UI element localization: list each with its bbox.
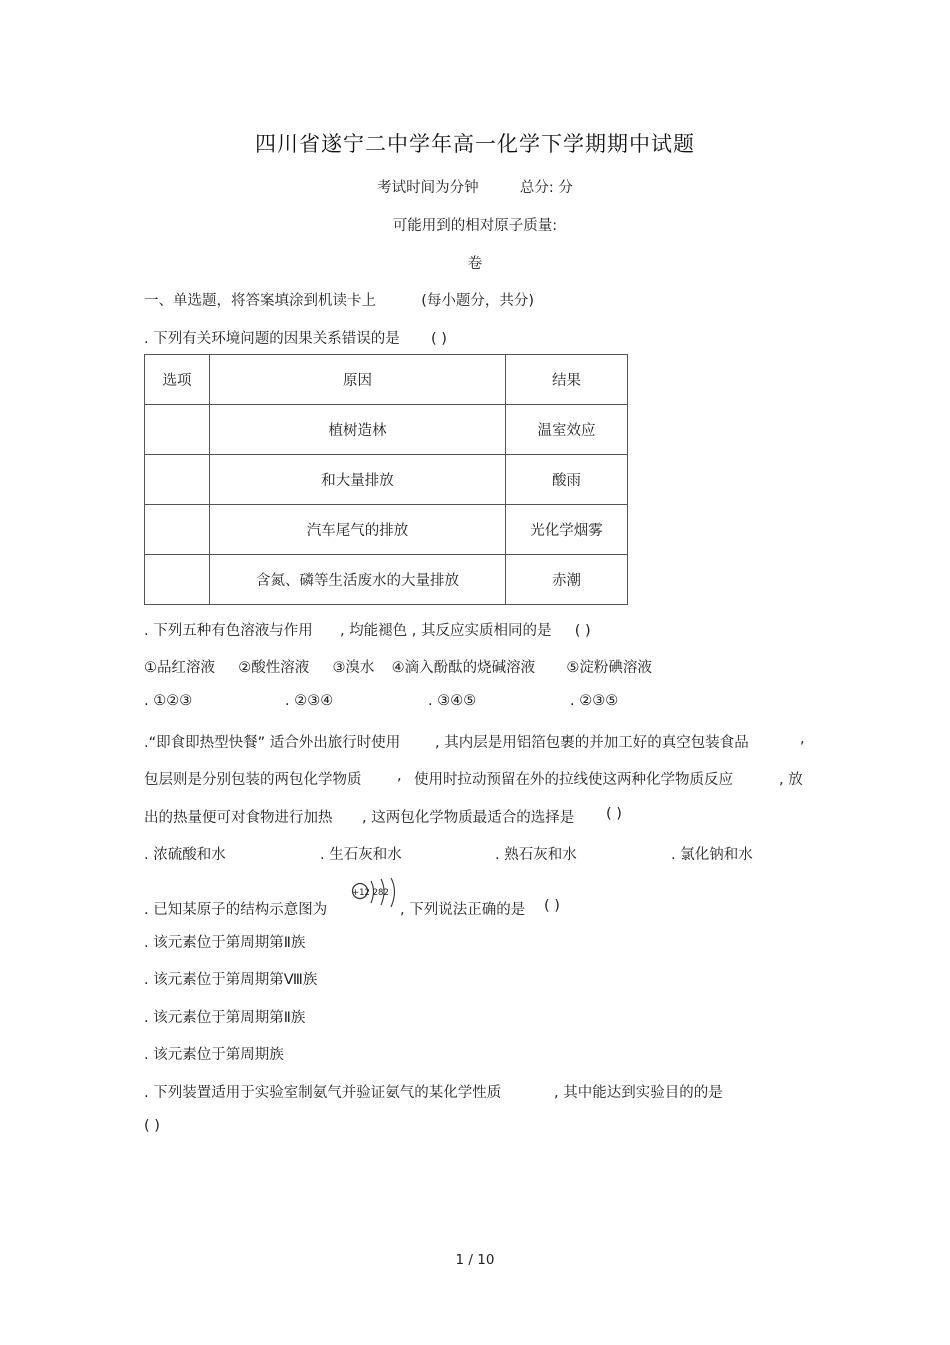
q3-line-3a: 出的热量便可对食物进行加热 xyxy=(144,810,333,826)
table-row xyxy=(145,505,628,555)
q3-option-a: . 浓硫酸和水 xyxy=(144,847,226,863)
table-cell xyxy=(145,505,210,555)
exam-time: 考试时间为分钟 xyxy=(377,180,479,196)
q3-line-1a: .“即食即热型快餐” 适合外出旅行时使用 xyxy=(144,735,401,751)
q2-item: ③溴水 xyxy=(332,660,375,676)
q3-line-1b: , 其内层是用铝箔包裹的并加工好的真空包装食品 xyxy=(435,735,749,751)
q4-option-b: . 该元素位于第周期第Ⅷ族 xyxy=(144,972,318,988)
volume-label: 卷 xyxy=(467,256,483,272)
q3-line-1c: , xyxy=(800,731,805,747)
q2-item: ①品红溶液 xyxy=(144,660,215,676)
q3-line-2b: , xyxy=(397,768,402,784)
q1-table xyxy=(144,354,628,605)
table-cell: 赤潮 xyxy=(506,555,628,605)
table-cell: 植树造林 xyxy=(210,405,506,455)
page-number: 1 / 10 xyxy=(455,1252,495,1268)
table-header-cell: 选项 xyxy=(145,355,210,405)
q2-item: ⑤淀粉碘溶液 xyxy=(566,660,652,676)
q2-item: ②酸性溶液 xyxy=(238,660,310,676)
q1-answer-paren: ( ) xyxy=(430,331,447,347)
table-row xyxy=(145,405,628,455)
q5-stem-a: . 下列装置适用于实验室制氨气并验证氨气的某化学性质 xyxy=(144,1085,502,1101)
q2-item: ④滴入酚酞的烧碱溶液 xyxy=(391,660,536,676)
question-2-stem xyxy=(144,619,591,640)
table-row xyxy=(145,555,628,605)
exam-info xyxy=(0,176,950,197)
q4-stem-b: , 下列说法正确的是 xyxy=(400,902,526,918)
q5-stem-b: , 其中能达到实验目的的是 xyxy=(554,1085,723,1101)
q3-line-2a: 包层则是分别包装的两包化学物质 xyxy=(144,772,362,788)
table-header-cell: 原因 xyxy=(210,355,506,405)
table-cell: 汽车尾气的排放 xyxy=(210,505,506,555)
q4-option-c: . 该元素位于第周期第Ⅱ族 xyxy=(144,1010,306,1026)
exam-score: 总分: 分 xyxy=(519,180,573,196)
q3-option-c: . 熟石灰和水 xyxy=(495,847,577,863)
table-header-cell: 结果 xyxy=(506,355,628,405)
q3-option-b: . 生石灰和水 xyxy=(320,847,402,863)
table-cell xyxy=(145,405,210,455)
table-cell: 温室效应 xyxy=(506,405,628,455)
table-header-row xyxy=(145,355,628,405)
document-title: 四川省遂宁二中学年高一化学下学期期中试题 xyxy=(255,132,695,156)
q2-stem-part: , 均能褪色 , 其反应实质相同的是 xyxy=(339,623,552,639)
q3-answer-paren: ( ) xyxy=(606,806,622,822)
table-cell: 含氮、磷等生活废水的大量排放 xyxy=(210,555,506,605)
electron-shell-arc xyxy=(391,878,395,907)
table-row xyxy=(145,455,628,505)
section-heading xyxy=(144,289,534,310)
section-heading-text: 一、单选题，将答案填涂到机读卡上 xyxy=(144,293,376,309)
q2-option-d: . ②③⑤ xyxy=(570,693,619,709)
q2-answer-paren: ( ) xyxy=(574,623,591,639)
q2-items xyxy=(144,656,652,677)
table-cell: 光化学烟雾 xyxy=(506,505,628,555)
table-cell xyxy=(145,455,210,505)
atomic-mass-line: 可能用到的相对原子质量: xyxy=(392,218,558,234)
q4-answer-paren: ( ) xyxy=(544,898,560,914)
q4-option-d: . 该元素位于第周期族 xyxy=(144,1047,284,1063)
atom-structure-diagram xyxy=(350,877,400,911)
q2-stem-part: . 下列五种有色溶液与作用 xyxy=(144,623,313,639)
q2-option-a: . ①②③ xyxy=(144,693,193,709)
atom-label: +12 282 xyxy=(352,888,389,898)
q5-answer-paren: ( ) xyxy=(144,1118,160,1134)
question-1-stem xyxy=(144,327,447,348)
q2-option-c: . ③④⑤ xyxy=(428,693,477,709)
q3-line-3b: , 这两包化学物质最适合的选择是 xyxy=(362,810,575,826)
q3-option-d: . 氯化钠和水 xyxy=(671,847,753,863)
q3-line-2c: 使用时拉动预留在外的拉线使这两种化学物质反应 xyxy=(414,772,733,788)
table-cell: 和大量排放 xyxy=(210,455,506,505)
q1-stem-text: . 下列有关环境问题的因果关系错误的是 xyxy=(144,331,400,347)
table-cell xyxy=(145,555,210,605)
q4-stem-a: . 已知某原子的结构示意图为 xyxy=(144,902,328,918)
table-cell: 酸雨 xyxy=(506,455,628,505)
q2-option-b: . ②③④ xyxy=(285,693,334,709)
q4-option-a: . 该元素位于第周期第Ⅱ族 xyxy=(144,935,306,951)
q3-line-2d: , 放 xyxy=(779,772,803,788)
section-heading-note: (每小题分，共分) xyxy=(421,293,535,309)
